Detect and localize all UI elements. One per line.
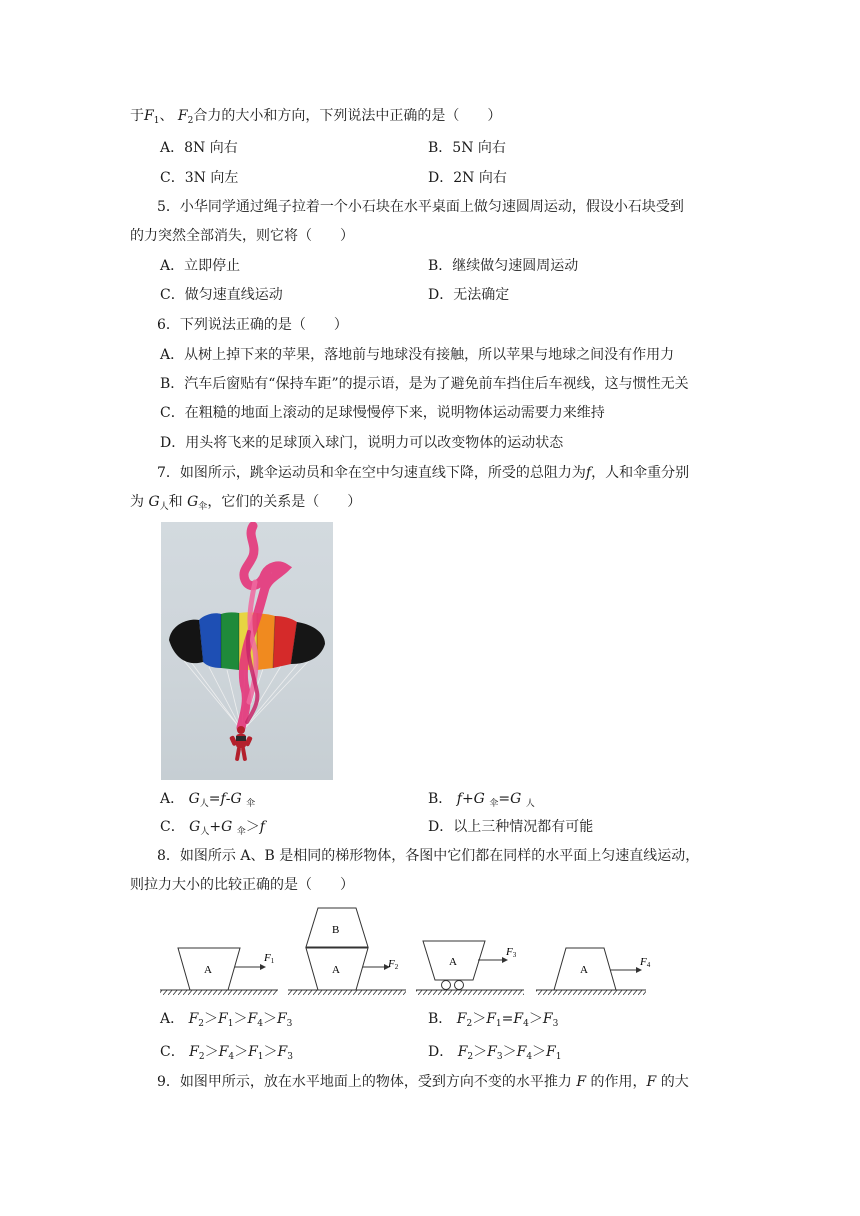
q5-option-d: D．无法确定 xyxy=(428,287,510,303)
q8-option-a: A． $F_2>F_1>F_4>F_3$ xyxy=(160,1011,293,1029)
block-a-3-label: A xyxy=(449,956,457,968)
q4-option-a: A．8N 向右 xyxy=(160,140,238,156)
q7-option-a: A． $G_人=f-G$ $_伞$ xyxy=(160,791,256,809)
block-a-2-label: A xyxy=(332,964,340,976)
arrow-f3 xyxy=(478,957,508,963)
arrow-f2 xyxy=(363,964,390,970)
q8-option-d: D． $F_2>F_3>F_4>F_1$ xyxy=(428,1044,562,1062)
ground-2 xyxy=(288,990,406,995)
trapezoid-blocks-figure xyxy=(158,905,658,1000)
q6-option-d: D．用头将飞来的足球顶入球门，说明力可以改变物体的运动状态 xyxy=(160,435,564,451)
wheel-right xyxy=(455,981,464,990)
f3-label: F3 xyxy=(506,946,517,959)
q6-option-a: A．从树上掉下来的苹果，落地前与地球没有接触，所以苹果与地球之间没有作用力 xyxy=(160,347,675,363)
q8-stem-line1: 8．如图所示 A、B 是相同的梯形物体，各图中它们都在同样的水平面上匀速直线运动， xyxy=(157,848,700,864)
q7-option-b: B． f+G $_伞$=G $_人$ xyxy=(428,791,535,809)
wheel-left xyxy=(442,981,451,990)
block-a-1-label: A xyxy=(204,964,212,976)
q7-option-c: C． $G_人+G$ $_伞$＞f xyxy=(160,819,265,837)
q8-option-b: B． $F_2>F_1=F_4>F_3$ xyxy=(428,1011,559,1029)
q8-option-c: C． $F_2>F_4>F_1>F_3$ xyxy=(160,1044,293,1062)
q5-stem-line1: 5．小华同学通过绳子拉着一个小石块在水平桌面上做匀速圆周运动，假设小石块受到 xyxy=(157,199,684,215)
q5-stem-line2: 的力突然全部消失，则它将（ ） xyxy=(130,228,354,244)
f2-label: F2 xyxy=(388,958,399,971)
ground-1 xyxy=(160,990,278,995)
q4-stem-tail: 于$F_1$、 $F_2$合力的大小和方向，下列说法中正确的是（ ） xyxy=(130,108,502,126)
q5-option-a: A．立即停止 xyxy=(160,258,241,274)
parachute-photo xyxy=(161,522,333,780)
ground-3 xyxy=(416,990,524,995)
f4-label: F4 xyxy=(640,956,651,969)
q7-option-d: D．以上三种情况都有可能 xyxy=(428,819,594,835)
q5-option-c: C．做匀速直线运动 xyxy=(160,287,283,303)
block-b-2-label: B xyxy=(332,924,340,936)
ground-4 xyxy=(536,990,646,995)
q6-option-b: B．汽车后窗贴有“保持车距”的提示语，是为了避免前车挡住后车视线，这与惯性无关 xyxy=(160,376,689,392)
q6-stem: 6．下列说法正确的是（ ） xyxy=(157,317,348,333)
arrow-f1 xyxy=(235,964,266,970)
q7-stem-line2: 为 $G_人$和 $G_伞$，它们的关系是（ ） xyxy=(130,494,362,512)
q4-option-d: D．2N 向右 xyxy=(428,170,507,186)
parachute-illustration xyxy=(161,522,333,780)
q5-option-b: B．继续做匀速圆周运动 xyxy=(428,258,579,274)
q9-stem-line1: 9．如图甲所示，放在水平地面上的物体，受到方向不变的水平推力 F 的作用，F 的大 xyxy=(157,1074,689,1090)
q7-stem-line1: 7．如图所示，跳伞运动员和伞在空中匀速直线下降，所受的总阻力为f，人和伞重分别 xyxy=(157,465,690,481)
f1-label: F1 xyxy=(264,952,275,965)
q6-option-c: C．在粗糙的地面上滚动的足球慢慢停下来，说明物体运动需要力来维持 xyxy=(160,405,605,421)
q4-option-c: C．3N 向左 xyxy=(160,170,239,186)
q4-option-b: B．5N 向右 xyxy=(428,140,506,156)
arrow-f4 xyxy=(610,967,642,973)
q8-stem-line2: 则拉力大小的比较正确的是（ ） xyxy=(130,877,354,893)
block-a-4-label: A xyxy=(580,964,588,976)
